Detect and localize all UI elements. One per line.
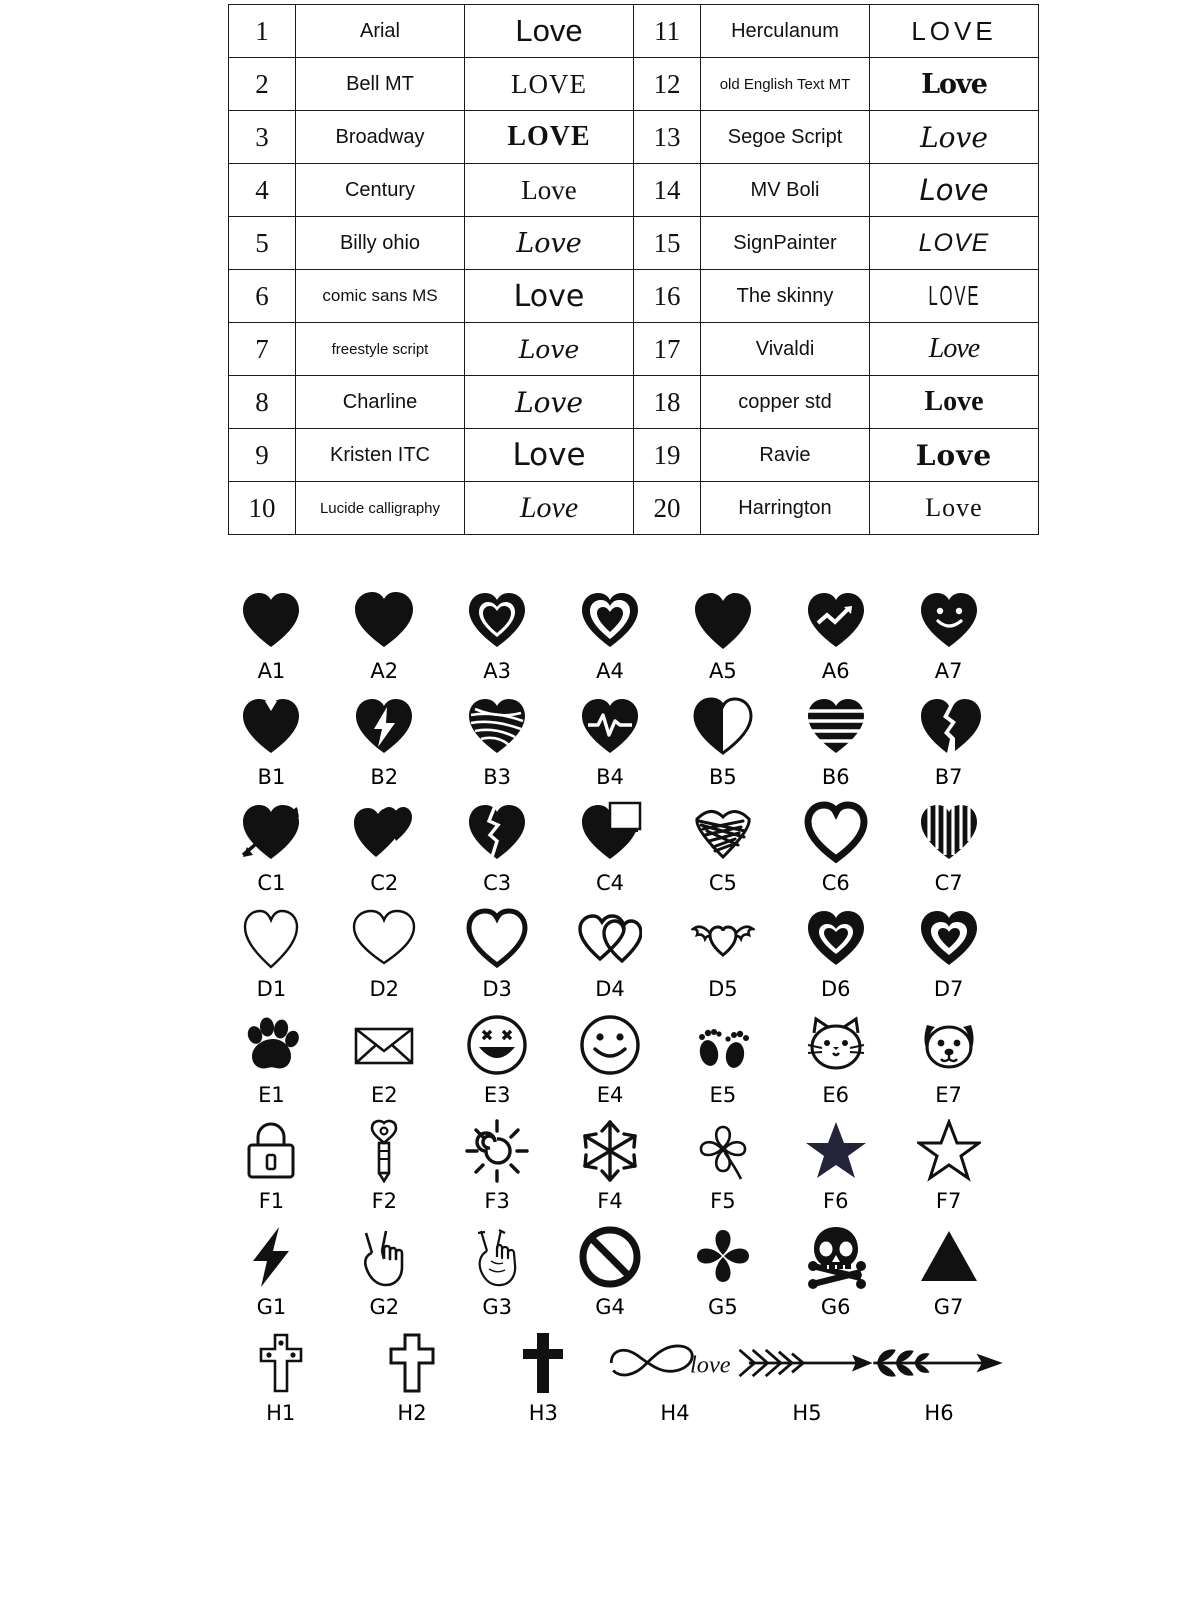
icon-code-label: H4 xyxy=(660,1401,690,1425)
font-index: 16 xyxy=(634,270,701,323)
arrow-feathered-leaf-icon xyxy=(864,1327,1014,1399)
font-sample-text: Love xyxy=(512,437,586,473)
paw-print-icon xyxy=(239,1009,303,1081)
icon-option-e3[interactable] xyxy=(441,1009,554,1107)
infinity-love-icon xyxy=(600,1327,750,1399)
cross-solid-icon xyxy=(511,1327,575,1399)
font-sample xyxy=(870,323,1039,376)
font-table-row xyxy=(229,429,1039,482)
icon-option-d6[interactable] xyxy=(779,903,892,1001)
heart-in-heart-solid-icon xyxy=(804,903,868,975)
heart-in-heart-outline-icon xyxy=(917,903,981,975)
font-name: Segoe Script xyxy=(701,111,870,164)
heart-outline-thick-double-icon xyxy=(578,585,642,657)
icon-code-label: G4 xyxy=(595,1295,625,1319)
heart-double-solid-icon xyxy=(352,797,416,869)
font-table-row xyxy=(229,164,1039,217)
icon-option-h3[interactable] xyxy=(478,1327,609,1425)
heart-scribble-lines-icon xyxy=(465,691,529,763)
font-sample xyxy=(465,482,634,535)
icon-code-label: B4 xyxy=(596,765,624,789)
icon-code-label: H1 xyxy=(266,1401,296,1425)
icon-option-d7[interactable] xyxy=(892,903,1005,1001)
icon-option-f1[interactable] xyxy=(215,1115,328,1213)
heart-solid-pointed-icon xyxy=(691,585,755,657)
icon-option-a3[interactable] xyxy=(441,585,554,683)
font-index: 14 xyxy=(634,164,701,217)
font-table-row xyxy=(229,270,1039,323)
heart-with-arrow-icon xyxy=(239,797,303,869)
font-name: Kristen ITC xyxy=(296,429,465,482)
icon-code-label: H2 xyxy=(397,1401,427,1425)
icon-code-label: H3 xyxy=(528,1401,558,1425)
icon-option-e7[interactable] xyxy=(892,1009,1005,1107)
font-index: 15 xyxy=(634,217,701,270)
heart-solid-icon xyxy=(239,585,303,657)
icon-code-label: C2 xyxy=(370,871,399,895)
no-entry-sign-icon xyxy=(578,1221,642,1293)
icon-row xyxy=(215,691,1005,789)
icon-option-e1[interactable] xyxy=(215,1009,328,1107)
cross-outline-icon xyxy=(380,1327,444,1399)
font-sample-text: Love xyxy=(919,173,989,207)
icon-option-d1[interactable] xyxy=(215,903,328,1001)
lightning-bolt-icon xyxy=(239,1221,303,1293)
icon-code-label: H6 xyxy=(924,1401,954,1425)
font-name: Harrington xyxy=(701,482,870,535)
heart-solid-smiley-icon xyxy=(917,585,981,657)
icon-option-c3[interactable] xyxy=(441,797,554,895)
font-sample-table xyxy=(228,4,997,535)
icon-option-f4[interactable] xyxy=(554,1115,667,1213)
peace-hand-outline-icon xyxy=(352,1221,416,1293)
cat-face-icon xyxy=(804,1009,868,1081)
star-solid-icon xyxy=(804,1115,868,1187)
heart-cracked-solid-icon xyxy=(465,797,529,869)
heart-sketch-scribble-icon xyxy=(691,797,755,869)
icon-option-d2[interactable] xyxy=(328,903,441,1001)
font-table-row xyxy=(229,58,1039,111)
font-index: 12 xyxy=(634,58,701,111)
icon-option-g4[interactable] xyxy=(554,1221,667,1319)
icon-option-d5[interactable] xyxy=(666,903,779,1001)
font-sample-text: LOVE xyxy=(911,15,997,46)
icon-option-g5[interactable] xyxy=(666,1221,779,1319)
icon-code-label: E6 xyxy=(822,1083,850,1107)
font-sample xyxy=(870,482,1039,535)
icon-option-h1[interactable] xyxy=(215,1327,346,1425)
font-sample xyxy=(465,270,634,323)
icon-code-label: C6 xyxy=(821,871,850,895)
font-index: 6 xyxy=(229,270,296,323)
arrow-feathered-chevrons-icon xyxy=(732,1327,882,1399)
icon-row xyxy=(215,1009,1005,1107)
font-name: comic sans MS xyxy=(296,270,465,323)
skull-crossbones-icon xyxy=(804,1221,868,1293)
icon-option-h6[interactable] xyxy=(873,1327,1005,1425)
icon-option-f2[interactable] xyxy=(328,1115,441,1213)
font-sample xyxy=(465,111,634,164)
icon-code-label: G6 xyxy=(820,1295,851,1319)
icon-option-c6[interactable] xyxy=(779,797,892,895)
icon-code-label: B6 xyxy=(821,765,850,789)
icon-code-label: G1 xyxy=(256,1295,287,1319)
heart-with-wings-icon xyxy=(691,903,755,975)
icon-code-label: A1 xyxy=(257,659,286,683)
icon-option-b6[interactable] xyxy=(779,691,892,789)
icon-row xyxy=(215,1327,1005,1425)
icon-code-label: F3 xyxy=(484,1189,510,1213)
font-index: 9 xyxy=(229,429,296,482)
font-name: MV Boli xyxy=(701,164,870,217)
font-sample xyxy=(870,5,1039,58)
icon-code-label: A7 xyxy=(934,659,963,683)
icon-code-label: C5 xyxy=(708,871,737,895)
cross-outline-ornate-icon xyxy=(249,1327,313,1399)
icon-option-f5[interactable] xyxy=(666,1115,779,1213)
font-sample-text: Love xyxy=(915,438,993,472)
icon-option-f3[interactable] xyxy=(441,1115,554,1213)
icon-code-label: F2 xyxy=(371,1189,398,1213)
font-sample xyxy=(465,323,634,376)
heart-solid-heartbeat-icon xyxy=(578,691,642,763)
icon-code-label: C4 xyxy=(595,871,625,895)
icon-code-label: B7 xyxy=(934,765,963,789)
icon-code-label: E7 xyxy=(935,1083,962,1107)
font-sample xyxy=(465,376,634,429)
font-sample-text: LOVE xyxy=(507,121,591,152)
font-sample-text: Love xyxy=(928,333,980,364)
font-sample-text: Love xyxy=(518,334,580,364)
font-name: The skinny xyxy=(701,270,870,323)
font-index: 2 xyxy=(229,58,296,111)
font-sample-text: Love xyxy=(519,491,579,524)
icon-code-label: D4 xyxy=(595,977,625,1001)
icon-option-a2[interactable] xyxy=(328,585,441,683)
font-name: Vivaldi xyxy=(701,323,870,376)
icon-option-a4[interactable] xyxy=(554,585,667,683)
font-sample-text: Love xyxy=(921,68,987,100)
icon-option-h4[interactable] xyxy=(609,1327,741,1425)
font-name: Billy ohio xyxy=(296,217,465,270)
font-table-row xyxy=(229,376,1039,429)
font-index: 13 xyxy=(634,111,701,164)
icon-option-c4[interactable] xyxy=(554,797,667,895)
icon-code-label: F5 xyxy=(710,1189,736,1213)
icon-option-e5[interactable] xyxy=(666,1009,779,1107)
font-sample-text: Love xyxy=(513,278,585,314)
font-name: SignPainter xyxy=(701,217,870,270)
font-table-row xyxy=(229,482,1039,535)
font-index: 5 xyxy=(229,217,296,270)
font-sample xyxy=(870,164,1039,217)
font-sample xyxy=(870,270,1039,323)
icon-code-label: G5 xyxy=(708,1295,738,1319)
icon-option-g3[interactable] xyxy=(441,1221,554,1319)
four-leaf-clover-solid-icon xyxy=(691,1221,755,1293)
heart-outline-bold-icon xyxy=(804,797,868,869)
font-name: old English Text MT xyxy=(701,58,870,111)
font-index: 18 xyxy=(634,376,701,429)
heart-solid-round-icon xyxy=(352,585,416,657)
icon-row xyxy=(215,903,1005,1001)
icon-option-g6[interactable] xyxy=(779,1221,892,1319)
font-index: 11 xyxy=(634,5,701,58)
icon-option-e6[interactable] xyxy=(779,1009,892,1107)
icon-option-d4[interactable] xyxy=(554,903,667,1001)
font-sample-text: Love xyxy=(516,227,582,259)
font-name: copper std xyxy=(701,376,870,429)
font-name: Broadway xyxy=(296,111,465,164)
font-index: 19 xyxy=(634,429,701,482)
smiley-face-icon xyxy=(578,1009,642,1081)
font-sample-text: Love xyxy=(515,13,583,48)
font-sample xyxy=(465,164,634,217)
icon-code-label: E1 xyxy=(258,1083,285,1107)
font-name: Charline xyxy=(296,376,465,429)
font-name: Century xyxy=(296,164,465,217)
sun-spiral-icon xyxy=(465,1115,529,1187)
icon-code-label: C1 xyxy=(257,871,286,895)
font-sample xyxy=(870,58,1039,111)
icon-code-label: G3 xyxy=(482,1295,512,1319)
icon-row xyxy=(215,585,1005,683)
font-sample xyxy=(870,217,1039,270)
icon-code-label: C3 xyxy=(483,871,512,895)
icon-code-label: E5 xyxy=(709,1083,737,1107)
font-table xyxy=(228,4,1039,535)
heart-outline-double-icon xyxy=(465,585,529,657)
font-index: 7 xyxy=(229,323,296,376)
icon-code-label: F6 xyxy=(823,1189,849,1213)
font-sample xyxy=(870,376,1039,429)
icon-option-b7[interactable] xyxy=(892,691,1005,789)
font-name: Ravie xyxy=(701,429,870,482)
icon-option-b1[interactable] xyxy=(215,691,328,789)
icon-code-label: A2 xyxy=(370,659,399,683)
heart-solid-notch-icon xyxy=(239,691,303,763)
font-sample-text: Love xyxy=(515,385,583,419)
font-table-row xyxy=(229,111,1039,164)
icon-code-label: A6 xyxy=(821,659,850,683)
font-index: 1 xyxy=(229,5,296,58)
dog-face-icon xyxy=(917,1009,981,1081)
icon-code-label: D6 xyxy=(820,977,851,1001)
icon-option-b4[interactable] xyxy=(554,691,667,789)
icon-code-label: D2 xyxy=(369,977,400,1001)
font-sample xyxy=(465,429,634,482)
icon-code-label: B2 xyxy=(370,765,399,789)
padlock-icon xyxy=(239,1115,303,1187)
font-sample xyxy=(870,429,1039,482)
font-table-row xyxy=(229,323,1039,376)
font-sample xyxy=(465,5,634,58)
font-name: Herculanum xyxy=(701,5,870,58)
heart-horizontal-stripes-icon xyxy=(804,691,868,763)
font-sample-text: LOVE xyxy=(927,280,981,311)
font-sample-text: LOVE xyxy=(511,68,587,99)
font-sample xyxy=(465,217,634,270)
icon-code-label: E2 xyxy=(370,1083,398,1107)
icon-option-e4[interactable] xyxy=(554,1009,667,1107)
heart-broken-solid-icon xyxy=(917,691,981,763)
svg-text:love: love xyxy=(689,1351,731,1379)
font-index: 3 xyxy=(229,111,296,164)
icon-code-label: H5 xyxy=(792,1401,822,1425)
icon-option-f7[interactable] xyxy=(892,1115,1005,1213)
font-sample xyxy=(870,111,1039,164)
icon-option-a7[interactable] xyxy=(892,585,1005,683)
envelope-icon xyxy=(352,1009,416,1081)
font-name: Bell MT xyxy=(296,58,465,111)
heart-quarters-icon xyxy=(578,797,642,869)
icon-row xyxy=(215,797,1005,895)
icon-code-label: B1 xyxy=(257,765,286,789)
icon-code-label: D1 xyxy=(256,977,287,1001)
font-sample-text: Love xyxy=(925,493,983,522)
font-sample-text: Love xyxy=(924,386,984,417)
icon-option-h5[interactable] xyxy=(741,1327,873,1425)
icon-option-b3[interactable] xyxy=(441,691,554,789)
icon-code-label: F1 xyxy=(258,1189,285,1213)
icon-option-a5[interactable] xyxy=(666,585,779,683)
icon-option-g2[interactable] xyxy=(328,1221,441,1319)
key-heart-icon xyxy=(352,1115,416,1187)
star-outline-icon xyxy=(917,1115,981,1187)
icon-row xyxy=(215,1115,1005,1213)
font-sample-text: LOVE xyxy=(918,228,990,257)
font-table-row xyxy=(229,217,1039,270)
hearts-overlapping-outline-icon xyxy=(578,903,642,975)
heart-thin-outline-tall-icon xyxy=(239,903,303,975)
font-index: 20 xyxy=(634,482,701,535)
icon-option-g7[interactable] xyxy=(892,1221,1005,1319)
icon-option-d3[interactable] xyxy=(441,903,554,1001)
icon-code-label: A5 xyxy=(709,659,737,683)
icon-option-g1[interactable] xyxy=(215,1221,328,1319)
icon-code-label: F4 xyxy=(597,1189,623,1213)
icon-code-label: D5 xyxy=(708,977,738,1001)
snowflake-icon xyxy=(578,1115,642,1187)
triangle-solid-icon xyxy=(917,1221,981,1293)
icon-code-label: A4 xyxy=(596,659,624,683)
icon-code-label: D7 xyxy=(933,977,964,1001)
heart-outline-medium-icon xyxy=(465,903,529,975)
icon-option-b5[interactable] xyxy=(666,691,779,789)
font-name: freestyle script xyxy=(296,323,465,376)
font-index: 8 xyxy=(229,376,296,429)
font-name: Lucide calligraphy xyxy=(296,482,465,535)
baby-feet-icon xyxy=(691,1009,755,1081)
font-index: 10 xyxy=(229,482,296,535)
icon-code-label: E3 xyxy=(483,1083,511,1107)
icon-option-c5[interactable] xyxy=(666,797,779,895)
heart-half-filled-icon xyxy=(691,691,755,763)
icon-code-label: E4 xyxy=(596,1083,624,1107)
icon-catalog-grid xyxy=(215,585,1005,1433)
icon-code-label: G2 xyxy=(369,1295,400,1319)
font-index: 17 xyxy=(634,323,701,376)
icon-code-label: D3 xyxy=(482,977,512,1001)
four-leaf-clover-outline-icon xyxy=(691,1115,755,1187)
font-sample-text: Love xyxy=(521,174,577,205)
icon-option-e2[interactable] xyxy=(328,1009,441,1107)
icon-option-a1[interactable] xyxy=(215,585,328,683)
icon-code-label: G7 xyxy=(933,1295,964,1319)
icon-code-label: B5 xyxy=(708,765,737,789)
icon-option-a6[interactable] xyxy=(779,585,892,683)
icon-option-c1[interactable] xyxy=(215,797,328,895)
icon-option-h2[interactable] xyxy=(346,1327,477,1425)
font-sample xyxy=(465,58,634,111)
font-index: 4 xyxy=(229,164,296,217)
peace-hand-sketch-icon xyxy=(465,1221,529,1293)
icon-row xyxy=(215,1221,1005,1319)
font-table-row xyxy=(229,5,1039,58)
icon-option-c7[interactable] xyxy=(892,797,1005,895)
heart-solid-lightning-icon xyxy=(352,691,416,763)
icon-code-label: B3 xyxy=(483,765,512,789)
heart-vertical-stripes-icon xyxy=(917,797,981,869)
icon-option-c2[interactable] xyxy=(328,797,441,895)
icon-option-f6[interactable] xyxy=(779,1115,892,1213)
font-name: Arial xyxy=(296,5,465,58)
icon-code-label: A3 xyxy=(483,659,512,683)
icon-code-label: F7 xyxy=(935,1189,962,1213)
heart-solid-arrow-chart-icon xyxy=(804,585,868,657)
font-sample-text: Love xyxy=(920,120,988,154)
smiley-open-mouth-icon xyxy=(465,1009,529,1081)
icon-option-b2[interactable] xyxy=(328,691,441,789)
heart-thin-outline-wide-icon xyxy=(352,903,416,975)
icon-code-label: C7 xyxy=(934,871,963,895)
